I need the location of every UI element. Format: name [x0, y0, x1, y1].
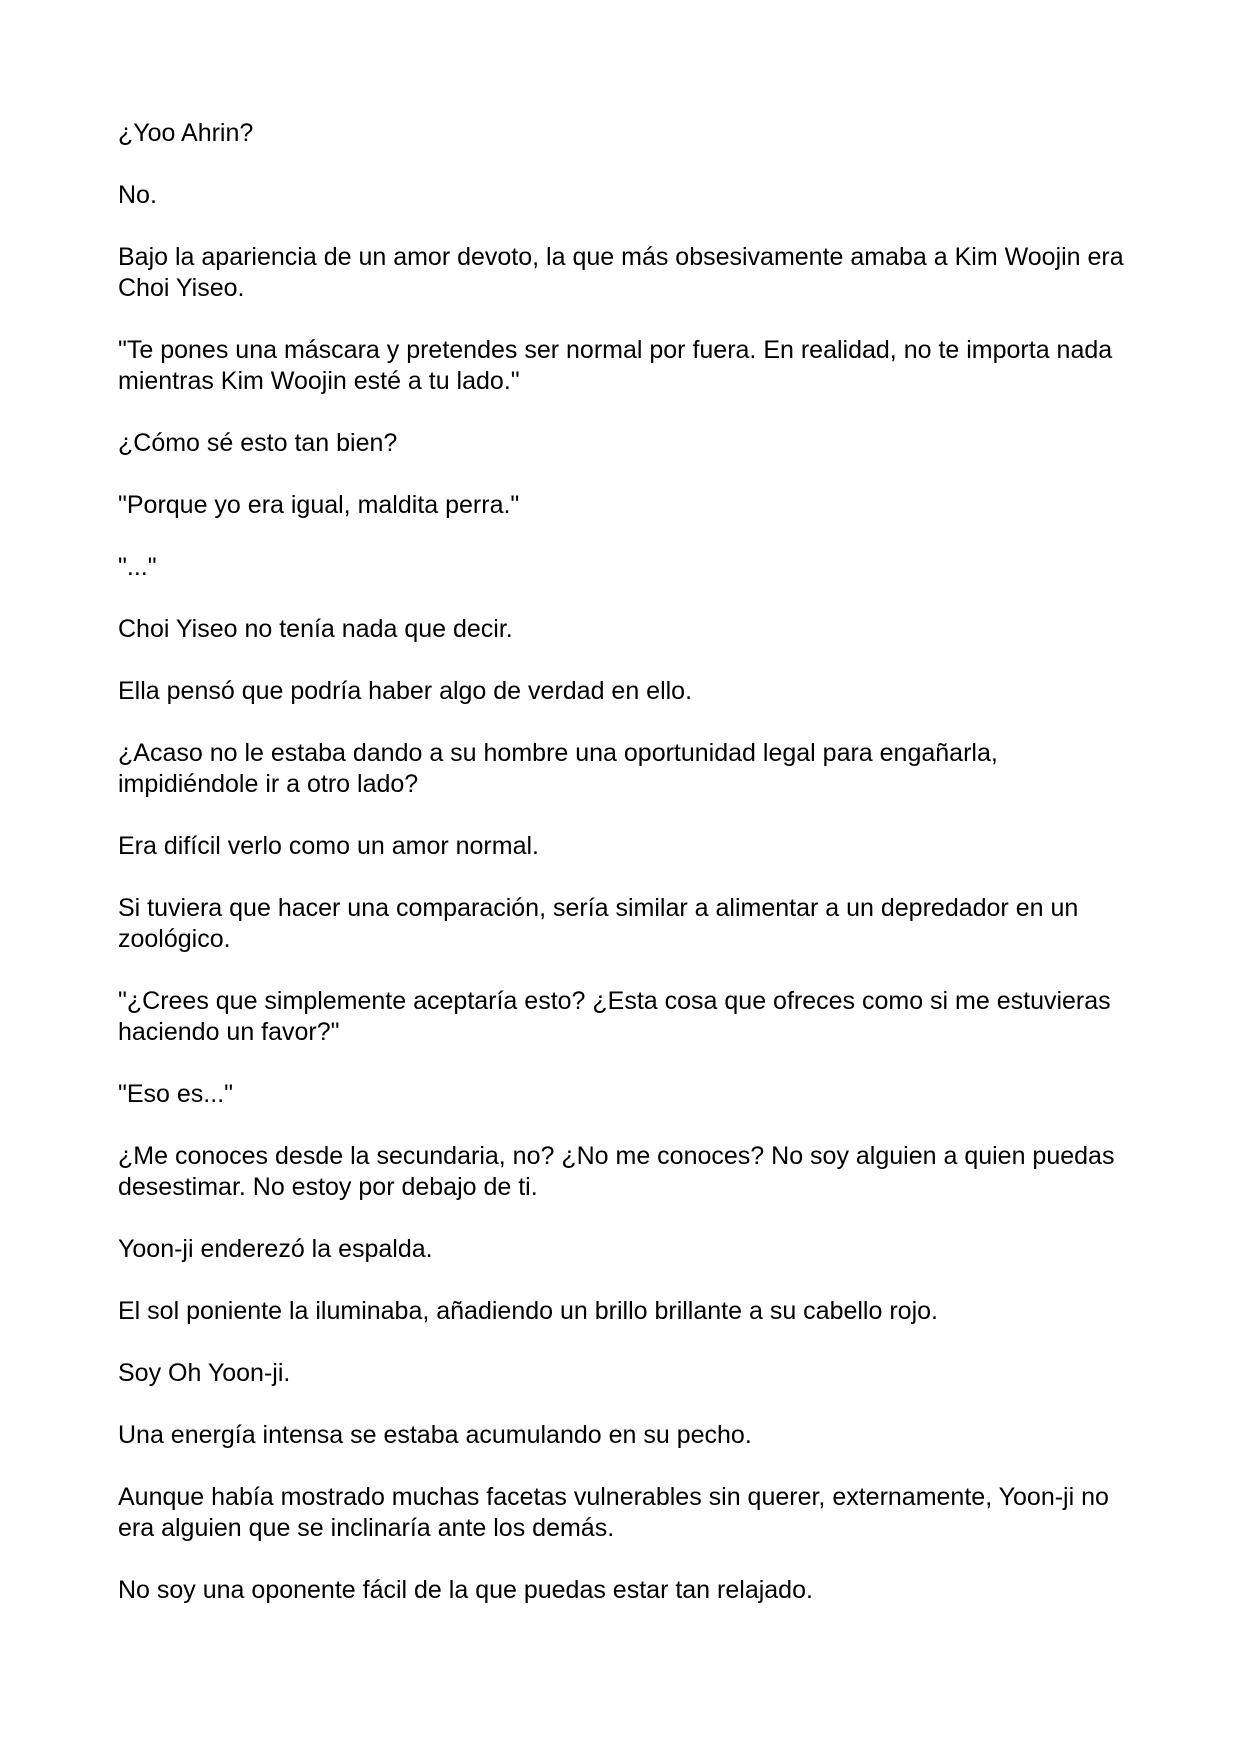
paragraph: Yoon-ji enderezó la espalda. [118, 1235, 433, 1263]
paragraph: Era difícil verlo como un amor normal. [118, 832, 539, 860]
paragraph: ¿Yoo Ahrin? [118, 119, 254, 147]
paragraph: El sol poniente la iluminaba, añadiendo un brillo brillante a su cabello rojo. [118, 1297, 938, 1325]
paragraph: Soy Oh Yoon-ji. [118, 1359, 291, 1387]
paragraph: Una energía intensa se estaba acumulando en su pecho. [118, 1421, 752, 1449]
paragraph: ¿Acaso no le estaba dando a su hombre una oportunidad legal para engañarla, impidiéndole ir a otro lado? [118, 739, 998, 798]
paragraph: Choi Yiseo no tenía nada que decir. [118, 615, 513, 643]
paragraph: "Porque yo era igual, maldita perra." [118, 491, 520, 519]
paragraph: ¿Cómo sé esto tan bien? [118, 429, 398, 457]
paragraph: "¿Crees que simplemente aceptaría esto? ¿Esta cosa que ofreces como si me estuvieras haciendo un favor?" [118, 987, 1111, 1046]
paragraph: Si tuviera que hacer una comparación, sería similar a alimentar a un depredador en un zoológico. [118, 894, 1079, 953]
paragraph: "..." [118, 553, 157, 581]
paragraph: No soy una oponente fácil de la que puedas estar tan relajado. [118, 1576, 813, 1604]
paragraph: Aunque había mostrado muchas facetas vulnerables sin querer, externamente, Yoon-ji no era alguien que se inclinaría ante los demás. [118, 1483, 1109, 1542]
document-body [118, 118, 1128, 1637]
paragraph: "Eso es..." [118, 1080, 234, 1108]
paragraph: "Te pones una máscara y pretendes ser normal por fuera. En realidad, no te importa nada mientras Kim Woojin esté a tu lado." [118, 336, 1113, 395]
paragraph: Ella pensó que podría haber algo de verdad en ello. [118, 677, 693, 705]
paragraph: ¿Me conoces desde la secundaria, no? ¿No me conoces? No soy alguien a quien puedas desestimar. No estoy por debajo de ti. [118, 1142, 1115, 1201]
paragraph: No. [118, 181, 157, 209]
paragraph: Bajo la apariencia de un amor devoto, la que más obsesivamente amaba a Kim Woojin era Choi Yiseo. [118, 243, 1124, 302]
